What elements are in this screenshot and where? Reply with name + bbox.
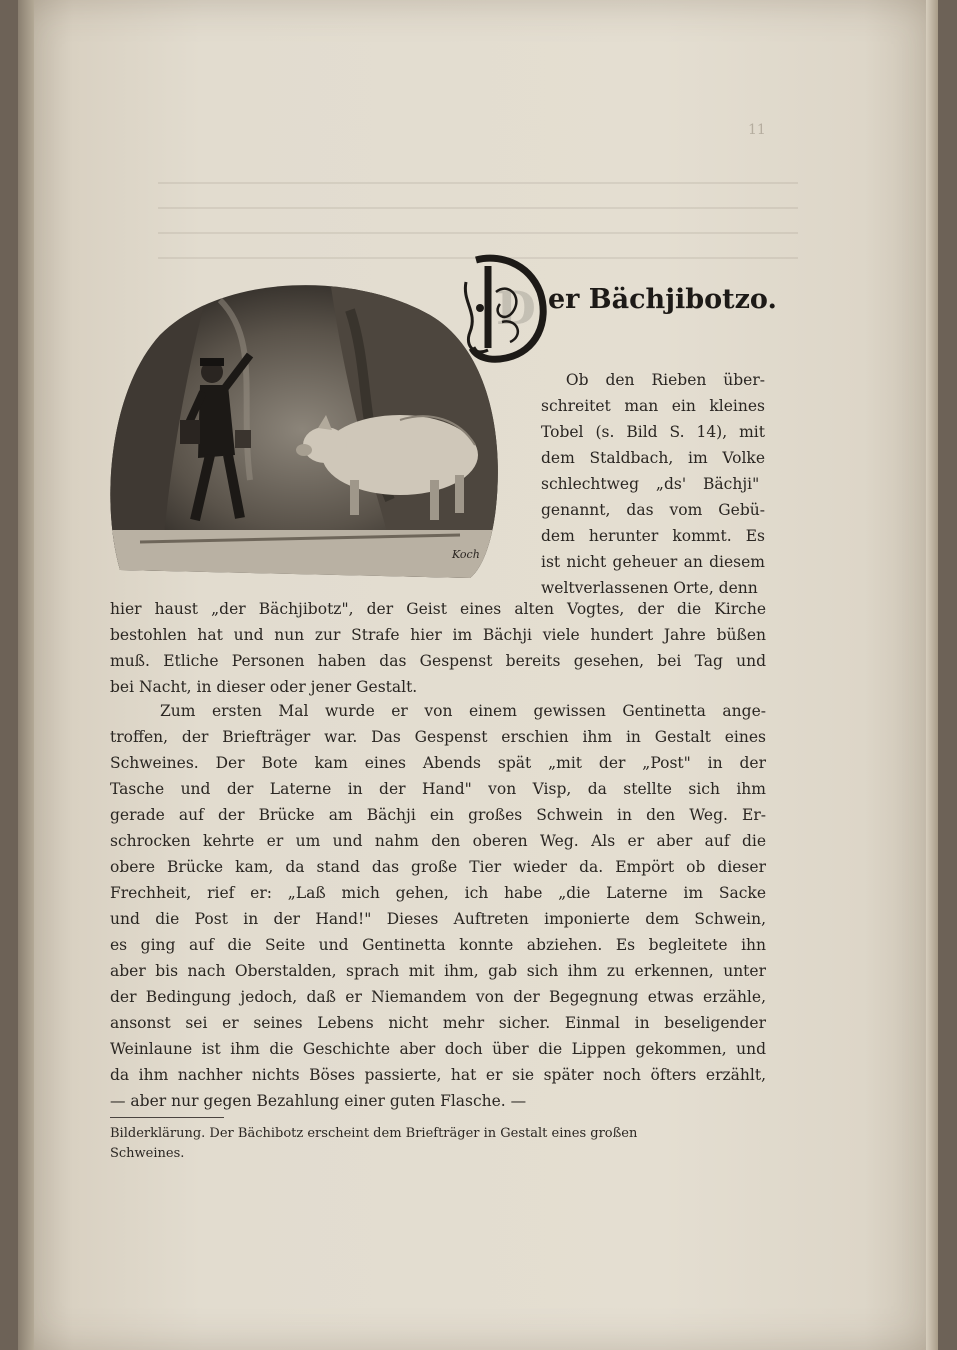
text-line: weltverlassenen Orte, denn	[541, 579, 758, 597]
text-line: aber bis nach Oberstalden, sprach mit ihm, gab sich ihm zu erkennen, unter	[110, 962, 766, 980]
paragraph-2	[110, 698, 766, 1114]
text-line: Tasche und der Laterne in der Hand" von Visp, da stellte sich ihm	[110, 780, 766, 798]
text-line: schrocken kehrte er um und nahm den oberen Weg. Als er aber auf die	[110, 832, 766, 850]
text-line: hier haust „der Bächjibotz", der Geist eines alten Vogtes, der die Kirche	[110, 600, 766, 618]
text-line: Weinlaune ist ihm die Geschichte aber doch über die Lippen gekommen, und	[110, 1040, 766, 1058]
text-line: troffen, der Briefträger war. Das Gespenst erschien ihm in Gestalt eines	[110, 728, 766, 746]
text-line: da ihm nachher nichts Böses passierte, hat er sie später noch öfters erzählt,	[110, 1066, 766, 1084]
page-gutter	[18, 0, 34, 1350]
text-line: und die Post in der Hand!" Dieses Auftreten imponierte dem Schwein,	[110, 910, 766, 928]
text-line: Zum ersten Mal wurde er von einem gewissen Gentinetta ange-	[160, 702, 766, 720]
text-line: bestohlen hat und nun zur Strafe hier im Bächji viele hundert Jahre büßen	[110, 626, 766, 644]
text-line: muß. Etliche Personen haben das Gespenst bereits gesehen, bei Tag und	[110, 652, 766, 670]
text-line: ansonst sei er seines Lebens nicht mehr sicher. Einmal in beseligender	[110, 1014, 766, 1032]
text-line: bei Nacht, in dieser oder jener Gestalt.	[110, 678, 418, 696]
story-title: er Bächjibotzo.	[548, 284, 777, 315]
page-number: 11	[748, 122, 766, 138]
text-line: der Bedingung jedoch, daß er Niemandem von der Begegnung etwas erzähle,	[110, 988, 766, 1006]
illustration-signature: Koch	[452, 548, 480, 561]
caption-line: Bilderklärung. Der Bächibotz erscheint dem Briefträger in Gestalt eines großen	[110, 1126, 638, 1141]
text-line: Schweines. Der Bote kam eines Abends spät „mit der „Post" in der	[110, 754, 766, 772]
text-line: Frechheit, rief er: „Laß mich gehen, ich habe „die Laterne im Sacke	[110, 884, 766, 902]
text-line: — aber nur gegen Bezahlung einer guten Flasche. —	[110, 1092, 527, 1110]
initial-letter: D	[496, 281, 536, 335]
text-line: es ging auf die Seite und Gentinetta konnte abziehen. Es begleitete ihn	[110, 936, 766, 954]
text-line: dem herunter kommt. Es	[541, 527, 765, 545]
narrow-column	[541, 367, 765, 601]
text-line: schlechtweg „ds' Bächji"	[541, 475, 760, 493]
text-line: genannt, das vom Gebü-	[541, 501, 765, 519]
footnote-rule	[110, 1117, 224, 1118]
paragraph-1	[110, 596, 766, 700]
text-line: dem Staldbach, im Volke	[541, 449, 765, 467]
illustration-postman-and-pig	[100, 280, 505, 580]
text-line: ist nicht geheuer an diesem	[541, 553, 765, 571]
image-caption	[110, 1124, 770, 1164]
caption-line: Schweines.	[110, 1146, 185, 1161]
text-line: schreitet man ein kleines	[541, 397, 765, 415]
text-line: gerade auf der Brücke am Bächji ein großes Schwein in den Weg. Er-	[110, 806, 766, 824]
text-line: Tobel (s. Bild S. 14), mit	[541, 423, 765, 441]
decorative-initial-d	[458, 252, 550, 364]
page-edge	[926, 0, 938, 1350]
text-line: obere Brücke kam, da stand das große Tier wieder da. Empört ob dieser	[110, 858, 766, 876]
text-line: Ob den Rieben über-	[565, 371, 765, 389]
